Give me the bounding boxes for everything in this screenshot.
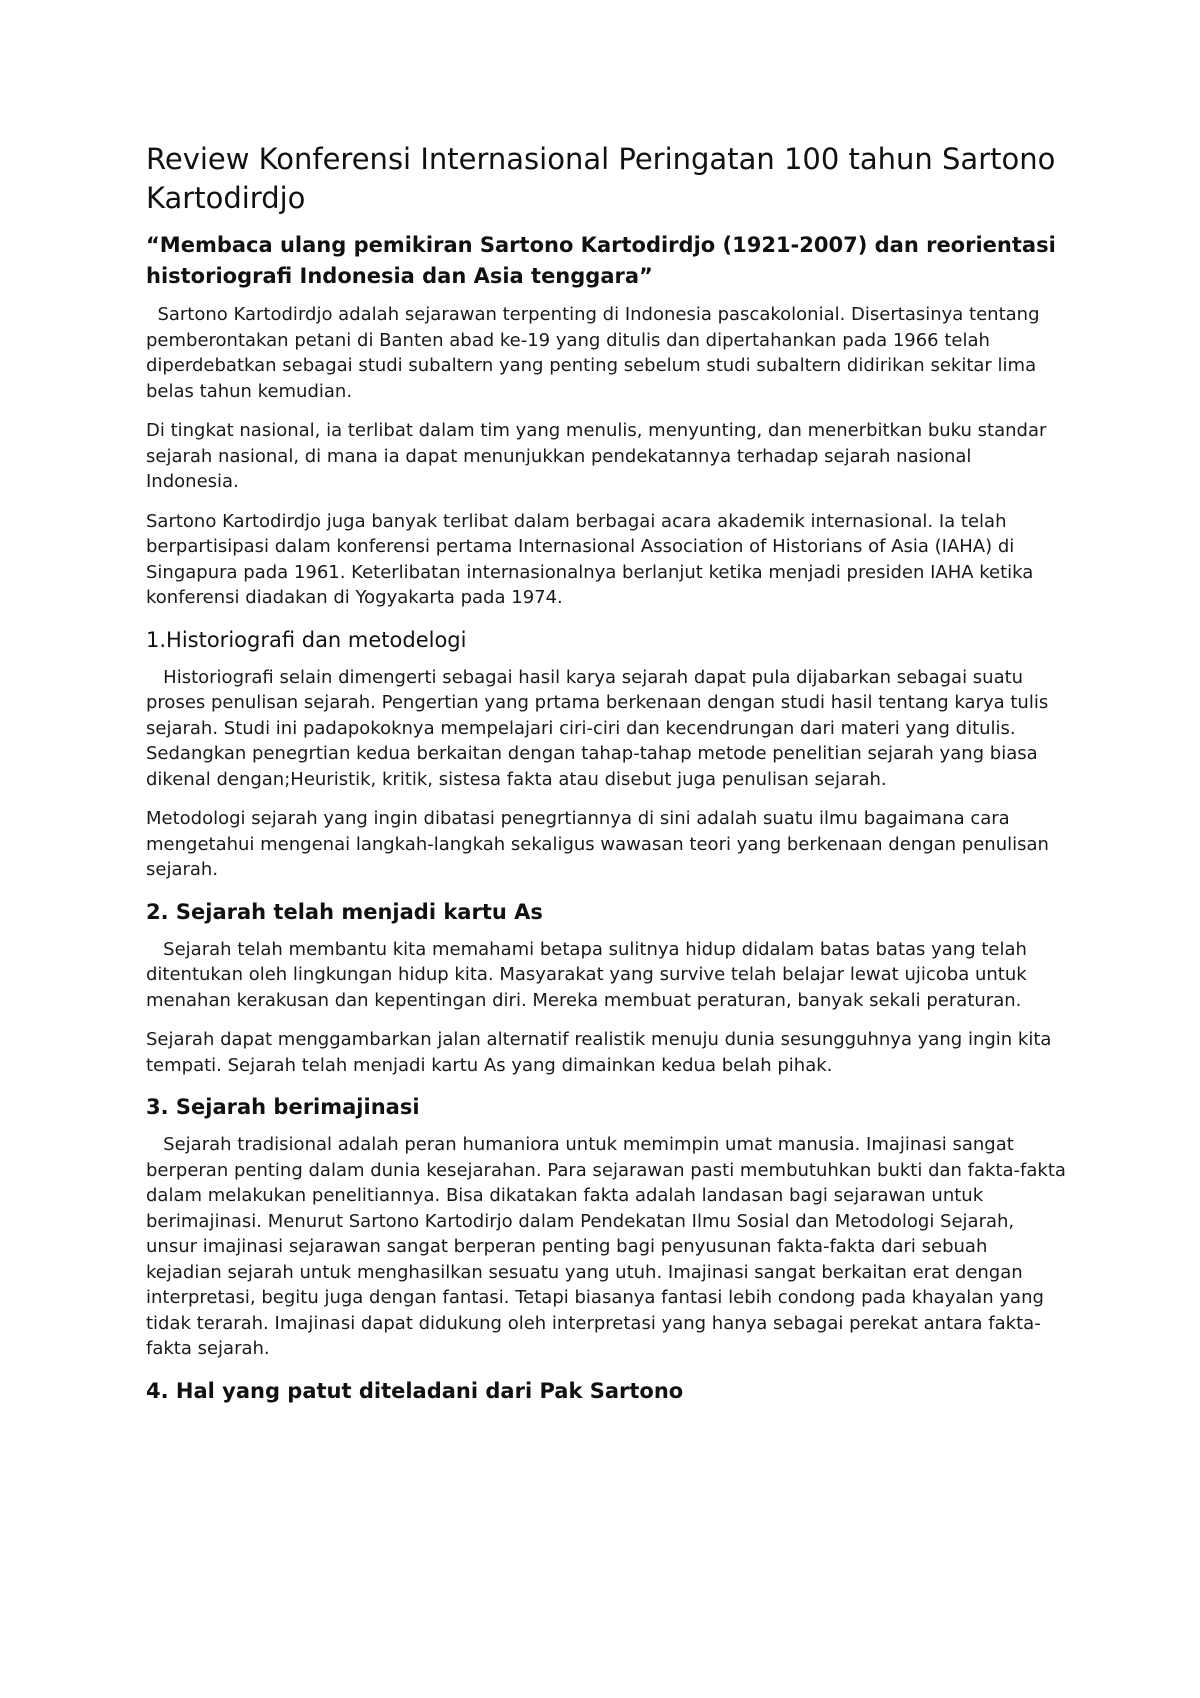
section-1-paragraph-1: Historiografi selain dimengerti sebagai hasil karya sejarah dapat pula dijabarkan sebagai suatu proses penulisan sejarah. Pengertian yang prtama berkenaan dengan studi hasil tentang karya tulis sejarah. Studi ini padapokoknya mempelajari ciri-ciri dan kecendrungan dari materi yang ditulis. Sedangkan penegrtian kedua berkaitan dengan tahap-tahap metode penelitian sejarah yang biasa dikenal dengan;Heuristik, kritik, sistesa fakta atau disebut juga penulisan sejarah. bbox=[146, 666, 1054, 790]
section-4-heading: 4. Hal yang patut diteladani dari Pak Sartono bbox=[146, 1378, 684, 1403]
section-1-heading: 1.Historiografi dan metodelogi bbox=[146, 627, 467, 652]
document-title: Review Konferensi Internasional Peringatan 100 tahun Sartono Kartodirdjo bbox=[146, 142, 1056, 215]
intro-paragraph-2: Di tingkat nasional, ia terlibat dalam tim yang menulis, menyunting, dan menerbitkan buku standar sejarah nasional, di mana ia dapat menunjukkan pendekatannya terhadap sejarah nasional Indonesia. bbox=[146, 420, 1053, 492]
intro-paragraph-3: Sartono Kartodirdjo juga banyak terlibat dalam berbagai acara akademik internasional. Ia telah berpartisipasi dalam konferensi pertama Internasional Association of Historians of Asia (IAHA) di Singapura pada 1961. Keterlibatan internasionalnya berlanjut ketika menjadi presiden IAHA ketika konferensi diadakan di Yogyakarta pada 1974. bbox=[146, 510, 1040, 608]
document-subtitle: “Membaca ulang pemikiran Sartono Kartodirdjo (1921-2007) dan reorientasi historiografi Indonesia dan Asia tenggara” bbox=[146, 233, 1056, 288]
section-3-heading: 3. Sejarah berimajinasi bbox=[146, 1095, 420, 1119]
section-2-heading: 2. Sejarah telah menjadi kartu As bbox=[146, 899, 543, 924]
section-2-paragraph-2: Sejarah dapat menggambarkan jalan alternatif realistik menuju dunia sesungguhnya yang ingin kita tempati. Sejarah telah menjadi kartu As yang dimainkan kedua belah pihak. bbox=[146, 1029, 1058, 1076]
document-page bbox=[146, 140, 1072, 1416]
intro-paragraph-1: Sartono Kartodirdjo adalah sejarawan terpenting di Indonesia pascakolonial. Disertasinya tentang pemberontakan petani di Banten abad ke-19 yang ditulis dan dipertahankan pada 1966 telah diperdebatkan sebagai studi subaltern yang penting sebelum studi subaltern didirikan sekitar lima belas tahun kemudian. bbox=[146, 304, 1046, 402]
section-1-paragraph-2: Metodologi sejarah yang ingin dibatasi penegrtiannya di sini adalah suatu ilmu bagaimana cara mengetahui mengenai langkah-langkah sekaligus wawasan teori yang berkenaan dengan penulisan sejarah. bbox=[146, 808, 1055, 880]
section-2-paragraph-1: Sejarah telah membantu kita memahami betapa sulitnya hidup didalam batas batas yang telah ditentukan oleh lingkungan hidup kita. Masyarakat yang survive telah belajar lewat ujicoba untuk menahan kerakusan dan kepentingan diri. Mereka membuat peraturan, banyak sekali peraturan. bbox=[146, 938, 1033, 1011]
section-3-paragraph-1: Sejarah tradisional adalah peran humaniora untuk memimpin umat manusia. Imajinasi sangat berperan penting dalam dunia kesejarahan. Para sejarawan pasti membutuhkan bukti dan fakta-fakta dalam melakukan penelitiannya. Bisa dikatakan fakta adalah landasan bagi sejarawan untuk berimajinasi. Menurut Sartono Kartodirjo dalam Pendekatan Ilmu Sosial dan Metodologi Sejarah, unsur imajinasi sejarawan sangat berperan penting bagi penyusunan fakta-fakta dari sebuah kejadian sejarah untuk menghasilkan sesuatu yang utuh. Imajinasi sangat berkaitan erat dengan interpretasi, begitu juga dengan fantasi. Tetapi biasanya fantasi lebih condong pada khayalan yang tidak terarah. Imajinasi dapat didukung oleh interpretasi yang hanya sebagai perekat antara fakta-fakta sejarah. bbox=[146, 1134, 1072, 1359]
